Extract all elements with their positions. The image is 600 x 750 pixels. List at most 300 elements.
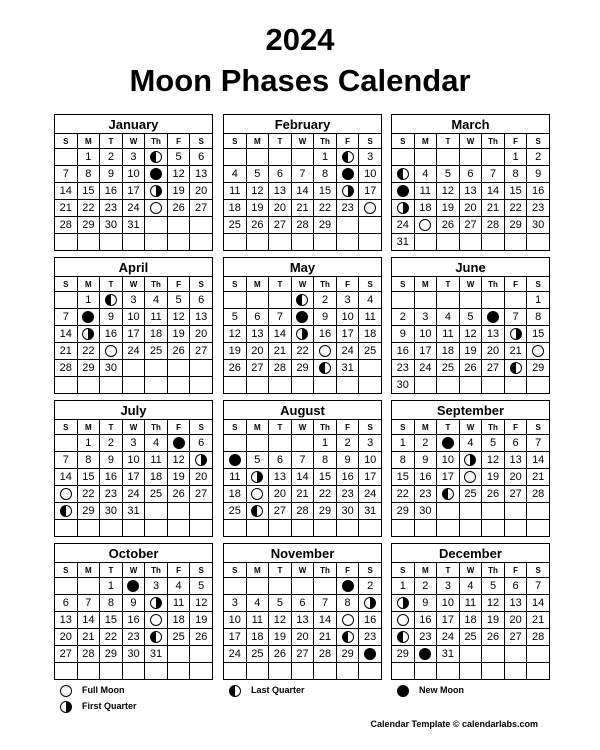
empty-cell — [437, 520, 460, 537]
empty-cell — [167, 520, 190, 537]
weekday-header: M — [246, 563, 269, 578]
day-cell: 8 — [314, 166, 337, 183]
day-cell: 27 — [190, 343, 213, 360]
day-cell: 7 — [269, 309, 292, 326]
empty-cell — [55, 578, 78, 595]
last-quarter-icon — [319, 362, 331, 374]
weekday-header: F — [336, 134, 359, 149]
weekday-header: M — [414, 277, 437, 292]
week-row — [55, 377, 213, 394]
week-row — [224, 360, 382, 377]
weekday-header: T — [269, 563, 292, 578]
day-cell: 29 — [100, 646, 123, 663]
week-row — [392, 343, 550, 360]
new-moon-icon — [342, 168, 354, 180]
empty-cell — [55, 149, 78, 166]
day-cell: 17 — [437, 469, 460, 486]
last-quarter-icon — [442, 488, 454, 500]
legend-first-quarter-label: First Quarter — [82, 701, 137, 711]
day-cell: 6 — [269, 452, 292, 469]
phase-cell — [336, 183, 359, 200]
first-quarter-icon — [251, 471, 263, 483]
month-name: February — [224, 115, 382, 134]
week-row — [55, 663, 213, 680]
weekday-header: S — [55, 134, 78, 149]
day-cell: 14 — [291, 469, 314, 486]
empty-cell — [459, 292, 482, 309]
week-row — [392, 578, 550, 595]
day-cell: 11 — [459, 595, 482, 612]
day-cell: 26 — [190, 629, 213, 646]
full-moon-icon — [397, 614, 409, 626]
calendar-title: Moon Phases Calendar — [129, 63, 471, 98]
phase-cell — [145, 200, 168, 217]
day-cell: 18 — [224, 200, 247, 217]
day-cell: 11 — [224, 469, 247, 486]
day-cell: 3 — [224, 595, 247, 612]
phase-cell — [336, 629, 359, 646]
weekday-header: F — [336, 277, 359, 292]
full-moon-icon — [60, 685, 72, 697]
weekday-header: T — [437, 277, 460, 292]
day-cell: 28 — [55, 360, 78, 377]
week-row — [55, 578, 213, 595]
week-row — [55, 200, 213, 217]
day-cell: 22 — [314, 200, 337, 217]
day-cell: 22 — [77, 343, 100, 360]
weekday-header: W — [291, 277, 314, 292]
weekday-header: T — [269, 134, 292, 149]
full-moon-icon — [60, 488, 72, 500]
week-row — [55, 469, 213, 486]
empty-cell — [437, 663, 460, 680]
day-cell: 29 — [77, 503, 100, 520]
week-row — [55, 486, 213, 503]
day-cell: 7 — [482, 166, 505, 183]
phase-cell — [359, 646, 382, 663]
weekday-header: F — [504, 563, 527, 578]
empty-cell — [437, 149, 460, 166]
empty-cell — [336, 234, 359, 251]
empty-cell — [336, 663, 359, 680]
weekday-header: S — [224, 563, 247, 578]
day-cell: 22 — [291, 343, 314, 360]
day-cell: 20 — [246, 343, 269, 360]
day-cell: 1 — [314, 435, 337, 452]
day-cell: 20 — [190, 469, 213, 486]
day-cell: 31 — [122, 503, 145, 520]
day-cell: 18 — [437, 343, 460, 360]
phase-cell — [246, 469, 269, 486]
day-cell: 19 — [167, 183, 190, 200]
weekday-header: T — [269, 420, 292, 435]
empty-cell — [291, 377, 314, 394]
day-cell: 31 — [336, 360, 359, 377]
day-cell: 4 — [437, 309, 460, 326]
day-cell: 14 — [527, 595, 550, 612]
empty-cell — [482, 234, 505, 251]
day-cell: 30 — [527, 217, 550, 234]
empty-cell — [100, 663, 123, 680]
week-row — [55, 309, 213, 326]
day-cell: 28 — [527, 629, 550, 646]
new-moon-icon — [150, 168, 162, 180]
day-cell: 10 — [414, 326, 437, 343]
day-cell: 24 — [224, 646, 247, 663]
day-cell: 4 — [359, 292, 382, 309]
day-cell: 8 — [336, 595, 359, 612]
weekday-header: M — [414, 134, 437, 149]
empty-cell — [291, 520, 314, 537]
weekday-header: S — [392, 420, 415, 435]
month-november — [223, 543, 382, 680]
first-quarter-icon — [82, 328, 94, 340]
new-moon-icon — [419, 648, 431, 660]
legend-new-moon-label: New Moon — [419, 685, 464, 695]
week-row — [55, 326, 213, 343]
empty-cell — [190, 503, 213, 520]
day-cell: 28 — [269, 360, 292, 377]
day-cell: 23 — [336, 200, 359, 217]
day-cell: 16 — [314, 326, 337, 343]
day-cell: 31 — [359, 503, 382, 520]
day-cell: 17 — [224, 629, 247, 646]
empty-cell — [437, 377, 460, 394]
empty-cell — [482, 503, 505, 520]
empty-cell — [55, 292, 78, 309]
empty-cell — [145, 503, 168, 520]
day-cell: 12 — [190, 595, 213, 612]
week-row — [55, 166, 213, 183]
day-cell: 15 — [527, 326, 550, 343]
weekday-header: F — [336, 563, 359, 578]
empty-cell — [459, 377, 482, 394]
day-cell: 9 — [414, 452, 437, 469]
day-cell: 20 — [269, 486, 292, 503]
weekday-header: F — [167, 420, 190, 435]
empty-cell — [314, 578, 337, 595]
day-cell: 30 — [414, 503, 437, 520]
day-cell: 2 — [336, 435, 359, 452]
day-cell: 6 — [190, 149, 213, 166]
full-moon-icon — [105, 345, 117, 357]
day-cell: 6 — [190, 292, 213, 309]
week-row — [224, 578, 382, 595]
weekday-header: F — [504, 420, 527, 435]
weekday-header: Th — [482, 277, 505, 292]
empty-cell — [246, 149, 269, 166]
weekday-header: S — [224, 134, 247, 149]
day-cell: 2 — [314, 292, 337, 309]
empty-cell — [190, 217, 213, 234]
day-cell: 22 — [77, 200, 100, 217]
empty-cell — [269, 292, 292, 309]
week-row — [392, 486, 550, 503]
day-cell: 15 — [100, 612, 123, 629]
day-cell: 2 — [392, 309, 415, 326]
day-cell: 25 — [224, 503, 247, 520]
day-cell: 27 — [504, 629, 527, 646]
full-moon-icon — [251, 488, 263, 500]
week-row — [224, 292, 382, 309]
empty-cell — [527, 663, 550, 680]
month-december — [391, 543, 550, 680]
day-cell: 9 — [100, 452, 123, 469]
day-cell: 24 — [122, 486, 145, 503]
day-cell: 7 — [504, 309, 527, 326]
week-row — [392, 166, 550, 183]
phase-cell — [392, 612, 415, 629]
day-cell: 1 — [77, 149, 100, 166]
week-row — [55, 343, 213, 360]
day-cell: 1 — [392, 435, 415, 452]
empty-cell — [269, 663, 292, 680]
day-cell: 20 — [269, 200, 292, 217]
day-cell: 12 — [167, 452, 190, 469]
empty-cell — [336, 377, 359, 394]
week-row — [55, 629, 213, 646]
day-cell: 26 — [437, 217, 460, 234]
empty-cell — [482, 149, 505, 166]
day-cell: 3 — [122, 292, 145, 309]
day-cell: 8 — [504, 166, 527, 183]
empty-cell — [167, 663, 190, 680]
day-cell: 12 — [482, 595, 505, 612]
week-row — [392, 149, 550, 166]
month-name: December — [392, 544, 550, 563]
weekday-header: S — [55, 420, 78, 435]
day-cell: 21 — [527, 612, 550, 629]
day-cell: 25 — [167, 629, 190, 646]
day-cell: 23 — [336, 486, 359, 503]
empty-cell — [504, 377, 527, 394]
day-cell: 24 — [122, 343, 145, 360]
day-cell: 18 — [145, 469, 168, 486]
day-cell: 25 — [459, 629, 482, 646]
empty-cell — [190, 234, 213, 251]
day-cell: 28 — [527, 486, 550, 503]
day-cell: 23 — [122, 629, 145, 646]
empty-cell — [190, 377, 213, 394]
empty-cell — [482, 520, 505, 537]
day-cell: 13 — [190, 166, 213, 183]
day-cell: 17 — [414, 343, 437, 360]
day-cell: 10 — [437, 452, 460, 469]
day-cell: 25 — [145, 343, 168, 360]
week-row — [55, 360, 213, 377]
day-cell: 11 — [145, 452, 168, 469]
empty-cell — [167, 360, 190, 377]
empty-cell — [77, 663, 100, 680]
phase-cell — [291, 326, 314, 343]
phase-cell — [291, 309, 314, 326]
day-cell: 7 — [55, 309, 78, 326]
phase-cell — [77, 309, 100, 326]
month-october — [54, 543, 213, 680]
week-row — [392, 200, 550, 217]
last-quarter-icon — [397, 168, 409, 180]
new-moon-icon — [173, 437, 185, 449]
weekday-header: M — [414, 563, 437, 578]
legend-last-quarter-label: Last Quarter — [251, 685, 305, 695]
phase-cell — [145, 595, 168, 612]
day-cell: 28 — [291, 503, 314, 520]
day-cell: 26 — [482, 629, 505, 646]
empty-cell — [459, 503, 482, 520]
day-cell: 29 — [336, 646, 359, 663]
empty-cell — [77, 578, 100, 595]
day-cell: 28 — [77, 646, 100, 663]
week-row — [392, 663, 550, 680]
empty-cell — [437, 503, 460, 520]
empty-cell — [167, 234, 190, 251]
day-cell: 24 — [359, 486, 382, 503]
empty-cell — [336, 520, 359, 537]
phase-cell — [504, 360, 527, 377]
day-cell: 17 — [359, 183, 382, 200]
empty-cell — [291, 234, 314, 251]
weekday-header: M — [414, 420, 437, 435]
day-cell: 13 — [459, 183, 482, 200]
empty-cell — [190, 520, 213, 537]
day-cell: 13 — [269, 469, 292, 486]
empty-cell — [504, 234, 527, 251]
empty-cell — [414, 663, 437, 680]
day-cell: 26 — [167, 200, 190, 217]
empty-cell — [459, 663, 482, 680]
day-cell: 4 — [145, 292, 168, 309]
day-cell: 29 — [314, 503, 337, 520]
day-cell: 9 — [336, 452, 359, 469]
empty-cell — [291, 149, 314, 166]
day-cell: 6 — [55, 595, 78, 612]
day-cell: 16 — [100, 326, 123, 343]
day-cell: 20 — [291, 629, 314, 646]
weekday-header: M — [77, 563, 100, 578]
new-moon-icon — [82, 311, 94, 323]
day-cell: 30 — [100, 360, 123, 377]
day-cell: 7 — [527, 435, 550, 452]
phase-cell — [482, 309, 505, 326]
day-cell: 23 — [100, 200, 123, 217]
day-cell: 7 — [527, 578, 550, 595]
day-cell: 19 — [482, 612, 505, 629]
phase-cell — [359, 595, 382, 612]
day-cell: 19 — [190, 612, 213, 629]
empty-cell — [414, 234, 437, 251]
week-row — [55, 520, 213, 537]
day-cell: 15 — [314, 469, 337, 486]
empty-cell — [291, 578, 314, 595]
month-february — [223, 114, 382, 251]
day-cell: 20 — [190, 183, 213, 200]
day-cell: 8 — [100, 595, 123, 612]
day-cell: 10 — [122, 452, 145, 469]
week-row — [392, 646, 550, 663]
day-cell: 14 — [77, 612, 100, 629]
day-cell: 5 — [269, 595, 292, 612]
day-cell: 21 — [504, 343, 527, 360]
day-cell: 25 — [246, 646, 269, 663]
day-cell: 11 — [437, 326, 460, 343]
day-cell: 18 — [145, 326, 168, 343]
day-cell: 18 — [414, 200, 437, 217]
week-row — [55, 452, 213, 469]
last-quarter-icon — [342, 151, 354, 163]
day-cell: 29 — [77, 360, 100, 377]
empty-cell — [459, 646, 482, 663]
day-cell: 20 — [482, 343, 505, 360]
first-quarter-icon — [150, 185, 162, 197]
day-cell: 5 — [459, 309, 482, 326]
day-cell: 7 — [55, 166, 78, 183]
empty-cell — [527, 503, 550, 520]
week-row — [55, 183, 213, 200]
month-july — [54, 400, 213, 537]
day-cell: 12 — [224, 326, 247, 343]
week-row — [55, 595, 213, 612]
empty-cell — [269, 149, 292, 166]
day-cell: 23 — [392, 360, 415, 377]
empty-cell — [414, 377, 437, 394]
weekday-header: S — [392, 134, 415, 149]
phase-cell — [437, 435, 460, 452]
empty-cell — [246, 578, 269, 595]
day-cell: 1 — [100, 578, 123, 595]
day-cell: 7 — [291, 166, 314, 183]
empty-cell — [77, 377, 100, 394]
day-cell: 14 — [55, 326, 78, 343]
week-row — [392, 595, 550, 612]
weekday-header: M — [246, 420, 269, 435]
full-moon-icon — [150, 202, 162, 214]
week-row — [224, 612, 382, 629]
phase-cell — [392, 595, 415, 612]
day-cell: 5 — [167, 149, 190, 166]
phase-cell — [55, 503, 78, 520]
week-row — [392, 326, 550, 343]
day-cell: 17 — [122, 183, 145, 200]
day-cell: 7 — [55, 452, 78, 469]
day-cell: 3 — [122, 149, 145, 166]
empty-cell — [291, 435, 314, 452]
day-cell: 19 — [167, 469, 190, 486]
day-cell: 20 — [459, 200, 482, 217]
weekday-header: W — [122, 563, 145, 578]
new-moon-icon — [364, 648, 376, 660]
week-row — [224, 469, 382, 486]
day-cell: 24 — [336, 343, 359, 360]
day-cell: 3 — [336, 292, 359, 309]
phase-cell — [291, 292, 314, 309]
day-cell: 20 — [504, 612, 527, 629]
day-cell: 24 — [392, 217, 415, 234]
month-april — [54, 257, 213, 394]
week-row — [392, 520, 550, 537]
day-cell: 24 — [414, 360, 437, 377]
day-cell: 9 — [100, 166, 123, 183]
empty-cell — [527, 234, 550, 251]
week-row — [224, 663, 382, 680]
month-september — [391, 400, 550, 537]
calendar-year-title: 2024 — [265, 22, 335, 57]
weekday-header: T — [100, 563, 123, 578]
day-cell: 14 — [291, 183, 314, 200]
last-quarter-icon — [296, 294, 308, 306]
empty-cell — [392, 292, 415, 309]
weekday-header: W — [291, 420, 314, 435]
day-cell: 12 — [459, 326, 482, 343]
